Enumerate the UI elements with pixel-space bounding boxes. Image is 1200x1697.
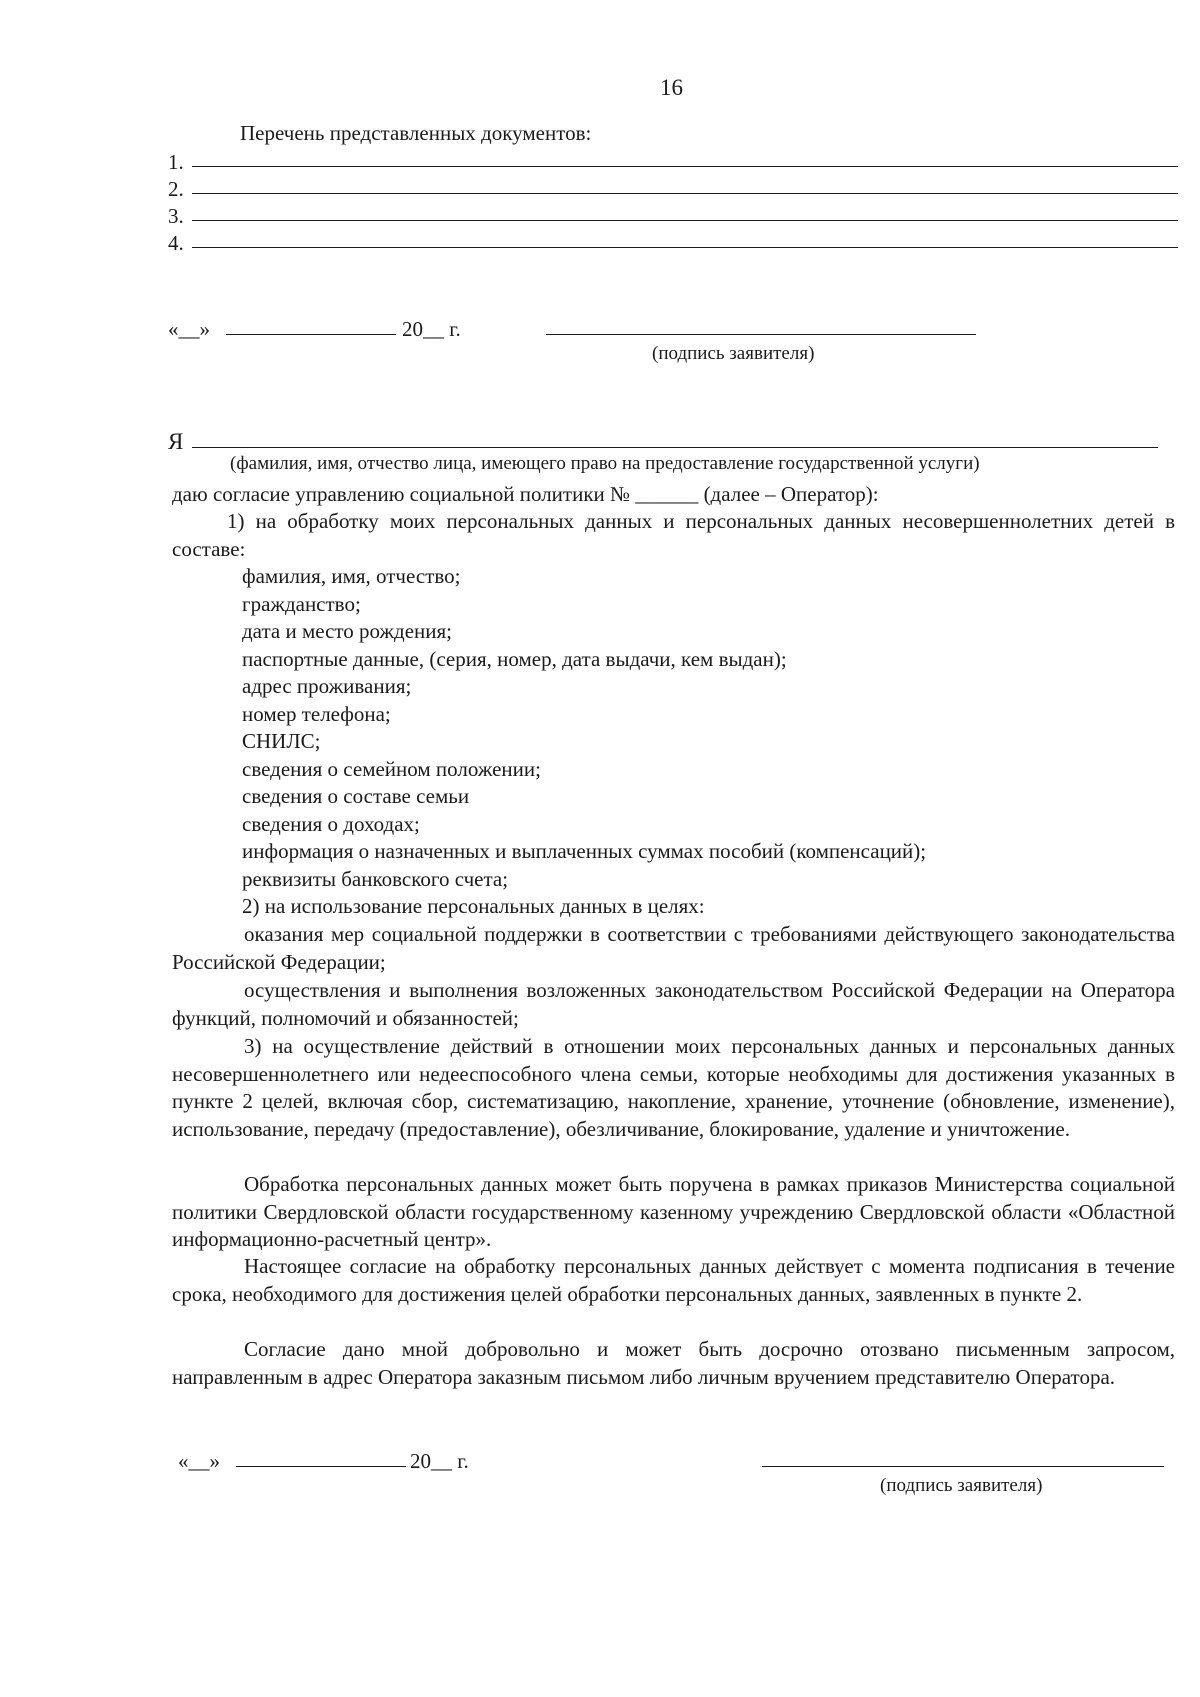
document-item-line[interactable] xyxy=(192,220,1178,221)
ya-label: Я xyxy=(168,429,184,454)
document-item-number: 4. xyxy=(168,231,184,255)
page-number: 16 xyxy=(660,75,683,100)
date-day-field[interactable]: «__» xyxy=(168,317,210,341)
purpose-2: осуществления и выполнения возложенных законодательством Российской Федерации на Оператора функций, полномочий и обязанностей; xyxy=(172,978,1175,1030)
personal-data-item: реквизиты банковского счета; xyxy=(242,866,509,891)
personal-data-item: гражданство; xyxy=(242,591,361,616)
personal-data-item: паспортные данные, (серия, номер, дата выдачи, кем выдан); xyxy=(242,646,787,671)
document-item-line[interactable] xyxy=(192,193,1178,194)
document-item-line[interactable] xyxy=(192,166,1178,167)
consent-point-1: 1) на обработку моих персональных данных и персональных данных несовершеннолетних детей в составе: xyxy=(172,509,1175,561)
personal-data-item: сведения о доходах; xyxy=(242,811,420,836)
personal-data-item: сведения о семейном положении; xyxy=(242,756,541,781)
signature-line[interactable] xyxy=(546,334,976,335)
document-item-line[interactable] xyxy=(192,247,1178,248)
date-month-line[interactable] xyxy=(226,334,396,335)
consent-point-2: 2) на использование персональных данных в целях: xyxy=(242,894,705,918)
personal-data-item: дата и место рождения; xyxy=(242,619,453,643)
documents-heading: Перечень представленных документов: xyxy=(240,121,592,145)
processing-paragraph: Обработка персональных данных может быть поручена в рамках приказов Министерства социальной политики Свердловской области государственному казенному учреждению Свердловской области «Областной информационно-расчетный центр». xyxy=(172,1172,1175,1251)
personal-data-item: сведения о составе семьи xyxy=(242,784,470,808)
document-item-number: 3. xyxy=(168,204,184,228)
personal-data-item: адрес проживания; xyxy=(242,674,412,698)
signature-line[interactable] xyxy=(762,1466,1164,1467)
document-item-number: 1. xyxy=(168,150,184,174)
revocation-paragraph: Согласие дано мной добровольно и может быть досрочно отозвано письменным запросом, направленным в адрес Оператора заказным письмом либо личным вручением представителю Оператора. xyxy=(172,1337,1175,1389)
validity-paragraph: Настоящее согласие на обработку персональных данных действует с момента подписания в течение срока, необходимого для достижения целей обработки персональных данных, заявленных в пункте 2. xyxy=(172,1254,1175,1306)
consent-intro: даю согласие управлению социальной политики № ______ (далее – Оператор): xyxy=(172,482,879,506)
personal-data-item: фамилия, имя, отчество; xyxy=(242,564,461,588)
date-day-field[interactable]: «__» xyxy=(178,1449,220,1473)
full-name-caption: (фамилия, имя, отчество лица, имеющего право на предоставление государственной услуги) xyxy=(230,453,980,474)
purpose-1: оказания мер социальной поддержки в соответствии с требованиями действующего законодательства Российской Федерации; xyxy=(172,922,1175,974)
date-month-line[interactable] xyxy=(236,1466,406,1467)
personal-data-item: СНИЛС; xyxy=(242,729,321,753)
date-year-field[interactable]: 20__ г. xyxy=(410,1449,469,1473)
signature-caption: (подпись заявителя) xyxy=(880,1475,1043,1496)
consent-point-3: 3) на осуществление действий в отношении моих персональных данных и персональных данных несовершеннолетнего или недееспособного члена семьи, которые необходимы для достижения указанных в пункте 2 целей, включая сбор, систематизацию, накопление, хранение, уточнение (обновление, изменение), использование, передачу (предоставление), обезличивание, блокирование, удаление и уничтожение. xyxy=(172,1034,1175,1141)
full-name-line[interactable] xyxy=(192,447,1158,448)
document-item-number: 2. xyxy=(168,177,184,201)
personal-data-item: информация о назначенных и выплаченных суммах пособий (компенсаций); xyxy=(242,839,927,863)
personal-data-list xyxy=(242,563,926,921)
signature-caption: (подпись заявителя) xyxy=(652,343,815,364)
date-year-field[interactable]: 20__ г. xyxy=(402,317,461,341)
personal-data-item: номер телефона; xyxy=(242,701,391,726)
